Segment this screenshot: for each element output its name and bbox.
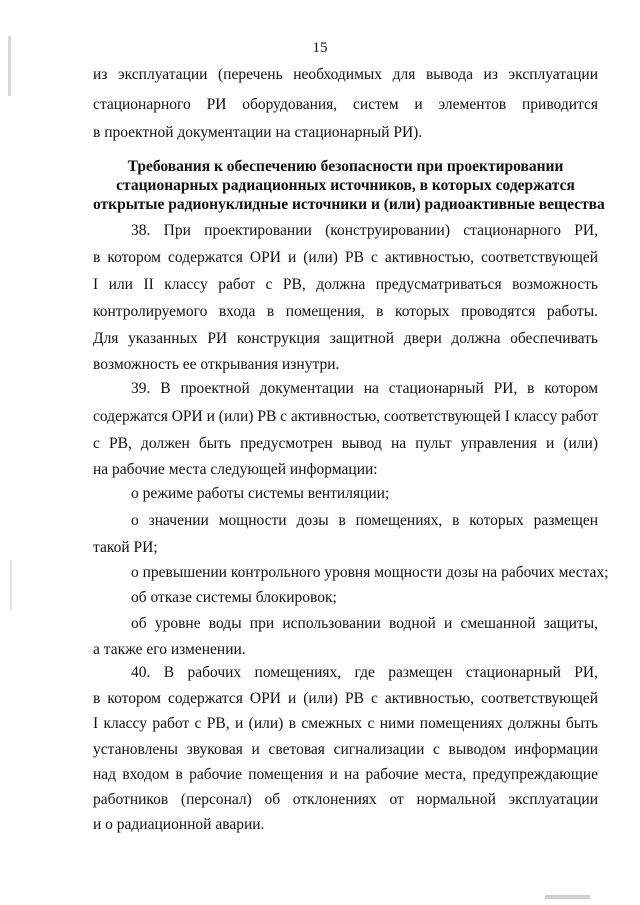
text-line: возможность ее открывания изнутри. — [93, 356, 340, 373]
text-line: над входом в рабочие помещения и на рабочие места, предупреждающие — [93, 766, 598, 783]
list-item: о значении мощности дозы в помещениях, в которых размещен — [131, 512, 598, 529]
text-line: с РВ, должен быть предусмотрен вывод на пульт управления и (или) — [93, 435, 598, 452]
text-line: из эксплуатации (перечень необходимых для вывода из эксплуатации — [93, 66, 598, 83]
text-line: в котором содержатся ОРИ и (или) РВ с активностью, соответствующей — [93, 690, 598, 707]
text-line: стационарного РИ оборудования, систем и элементов приводится — [93, 96, 598, 113]
text-line: в котором содержатся ОРИ и (или) РВ с активностью, соответствующей — [93, 249, 598, 266]
text-line: установлены звуковая и световая сигнализации с выводом информации — [93, 741, 598, 758]
list-item: о режиме работы системы вентиляции; — [131, 485, 390, 502]
text-line: I классу работ с РВ, и (или) в смежных с ними помещениях должны быть — [93, 715, 598, 732]
scan-bottom-mark — [545, 895, 590, 899]
scan-edge-mark — [10, 560, 12, 610]
text-line: содержатся ОРИ и (или) РВ с активностью, соответствующей I классу работ — [93, 408, 598, 425]
list-item-continuation: а также его изменении. — [93, 641, 246, 658]
heading-line: Требования к обеспечению безопасности при проектировании — [127, 158, 564, 175]
text-line: I или II классу работ с РВ, должна предусматриваться возможность — [93, 276, 598, 293]
text-line: контролируемого входа в помещения, в которых проводятся работы. — [93, 303, 598, 320]
text-line: 40. В рабочих помещениях, где размещен стационарный РИ, — [131, 664, 598, 681]
list-item: о превышении контрольного уровня мощности дозы на рабочих местах; — [131, 564, 609, 581]
list-item: об уровне воды при использовании водной и смешанной защиты, — [131, 615, 598, 632]
text-line: 38. При проектировании (конструировании) стационарного РИ, — [131, 222, 598, 239]
text-line: Для указанных РИ конструкция защитной двери должна обеспечивать — [93, 330, 598, 347]
heading-line: открытые радионуклидные источники и (или) радиоактивные вещества — [93, 196, 605, 213]
page-number: 15 — [312, 40, 328, 56]
text-line: работников (персонал) об отклонениях от нормальной эксплуатации — [93, 791, 598, 808]
text-line: на рабочие места следующей информации: — [93, 461, 378, 478]
heading-line: стационарных радиационных источников, в которых содержатся — [116, 177, 575, 194]
list-item: об отказе системы блокировок; — [131, 589, 337, 606]
text-line: в проектной документации на стационарный РИ). — [93, 124, 423, 141]
list-item-continuation: такой РИ; — [93, 539, 158, 556]
text-line: и о радиационной аварии. — [93, 816, 265, 833]
text-line: 39. В проектной документации на стационарный РИ, в котором — [131, 380, 598, 397]
